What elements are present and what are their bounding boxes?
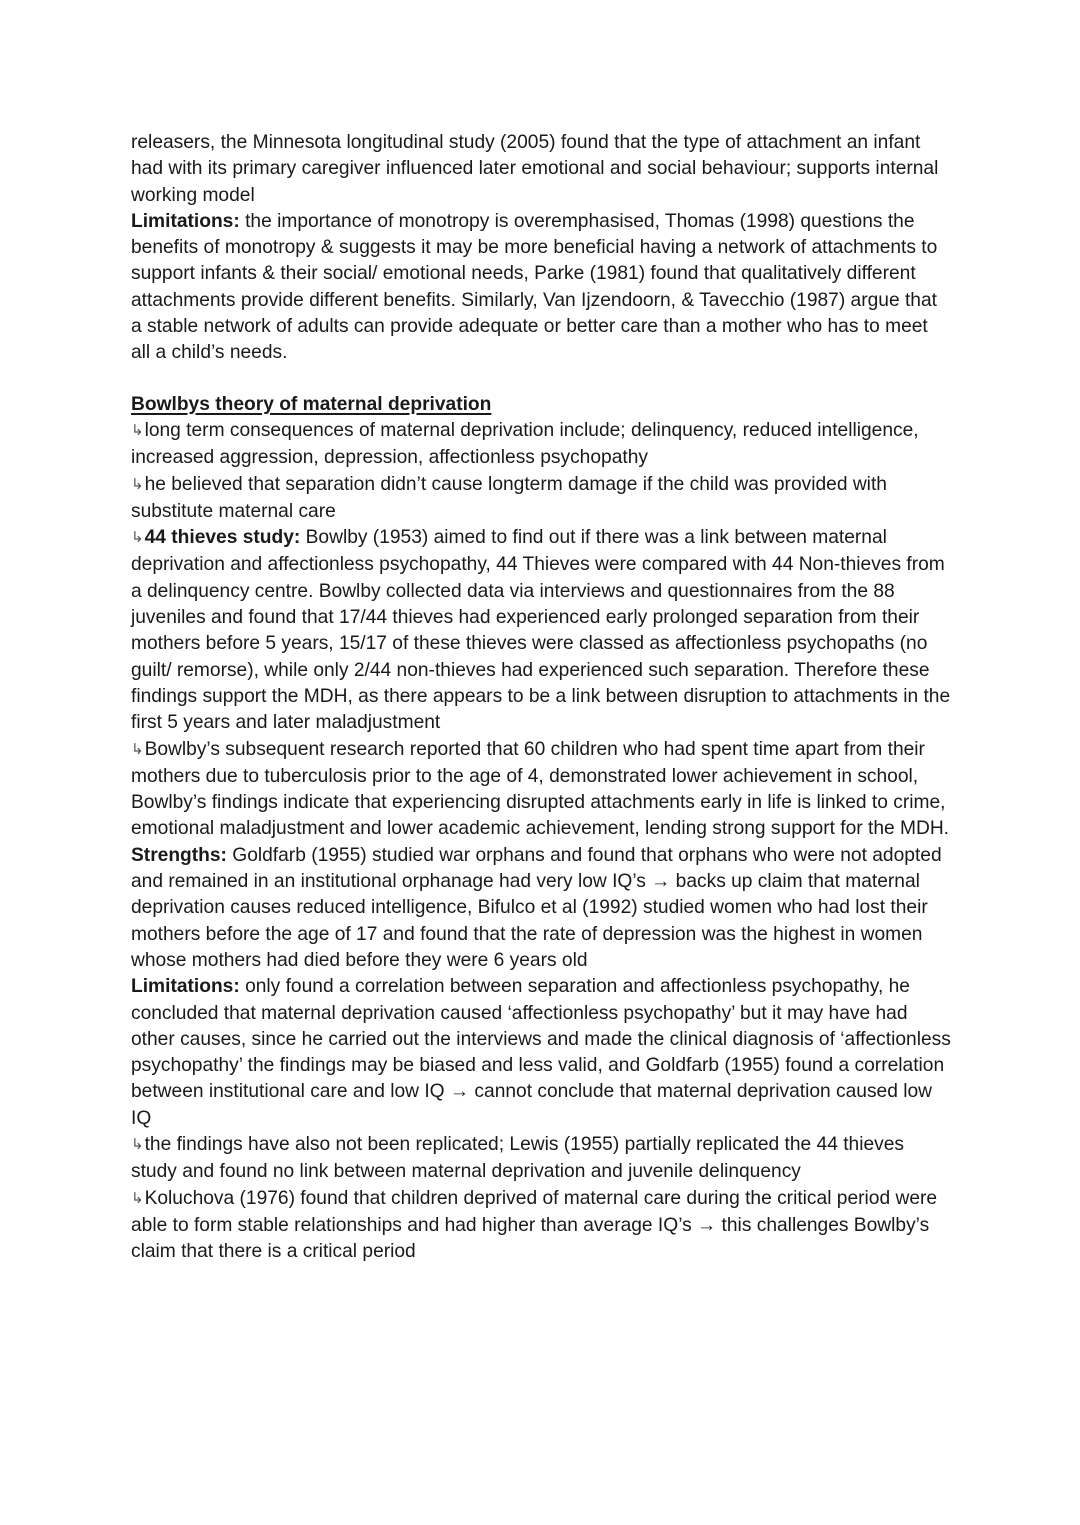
followup-replication: [131, 1132, 951, 1186]
document-page: [131, 130, 951, 1265]
point-substitute-care: [131, 472, 951, 526]
section-heading: Bowlbys theory of maternal deprivation: [131, 393, 492, 415]
sub-arrow-icon: ↳: [131, 1189, 144, 1207]
limitations-text: only found a correlation between separation and affectionless psychopathy, he concluded that maternal deprivation caused ‘affectionless psychopathy’ but it may have had other causes, since he carried out the interviews and made the clinical diagnosis of ‘affectionless psychopathy’ the findings may be biased and less valid, and Goldfarb (1955) found a correlation between institutional care and low IQ → cannot conclude that maternal deprivation caused low IQ: [131, 976, 951, 1129]
sub-arrow-icon: ↳: [131, 1135, 144, 1153]
point-44-thieves: [131, 525, 951, 736]
point-text: long term consequences of maternal deprivation include; delinquency, reduced intelligence, increased aggression, depression, affectionless psychopathy: [131, 419, 919, 469]
strengths-text: Goldfarb (1955) studied war orphans and found that orphans who were not adopted and remained in an institutional orphanage had very low IQ’s → backs up claim that maternal deprivation causes reduced intelligence, Bifulco et al (1992) studied women who had lost their mothers before the age of 17 and found that the rate of depression was the highest in women whose mothers had died before they were 6 years old: [131, 844, 942, 971]
limitations-paragraph-monotropy: [131, 209, 951, 367]
limitations-label: Limitations:: [131, 976, 240, 998]
followup-text: Koluchova (1976) found that children deprived of maternal care during the critical period were able to form stable relationships and had higher than average IQ’s → this challenges Bowlby’s claim that there is a critical period: [131, 1187, 938, 1263]
intro-text: releasers, the Minnesota longitudinal study (2005) found that the type of attachment an infant had with its primary caregiver influenced later emotional and social behaviour; supports internal working model: [131, 132, 939, 206]
limitations-paragraph-mdh: [131, 974, 951, 1132]
sub-arrow-icon: ↳: [131, 740, 144, 758]
strengths-paragraph: [131, 843, 951, 974]
point-text: he believed that separation didn’t cause longterm damage if the child was provided with substitute maternal care: [131, 473, 887, 522]
point-subsequent-research: [131, 737, 951, 843]
intro-paragraph: [131, 130, 951, 209]
section-spacer: [131, 367, 951, 392]
sub-arrow-icon: ↳: [131, 529, 144, 547]
sub-arrow-icon: ↳: [131, 475, 144, 493]
point-label: 44 thieves study:: [144, 527, 301, 549]
followup-text: the findings have also not been replicated; Lewis (1955) partially replicated the 44 thieves study and found no link between maternal deprivation and juvenile delinquency: [131, 1133, 905, 1183]
point-consequences: [131, 418, 951, 472]
point-text: Bowlby (1953) aimed to find out if there was a link between maternal deprivation and affectionless psychopathy, 44 Thieves were compared with 44 Non-thieves from a delinquency centre. Bowlby collected data via interviews and questionnaires from the 88 juveniles and found that 17/44 thieves had experienced early prolonged separation from their mothers before 5 years, 15/17 of these thieves were classed as affectionless psychopaths (no guilt/ remorse), while only 2/44 non-thieves had experienced such separation. Therefore these findings support the MDH, as there appears to be a link between disruption to attachments in the first 5 years and later maladjustment: [131, 527, 951, 734]
point-text: Bowlby’s subsequent research reported that 60 children who had spent time apart from their mothers due to tuberculosis prior to the age of 4, demonstrated lower achievement in school, Bowlby’s findings indicate that experiencing disrupted attachments early in life is linked to crime, emotional maladjustment and lower academic achievement, lending strong support for the MDH.: [131, 738, 950, 840]
limitations-label: Limitations:: [131, 210, 240, 232]
limitations-text: the importance of monotropy is overemphasised, Thomas (1998) questions the benefits of monotropy & suggests it may be more beneficial having a network of attachments to support infants & their social/ emotional needs, Parke (1981) found that qualitatively different attachments provide different benefits. Similarly, Van Ijzendoorn, & Tavecchio (1987) argue that a stable network of adults can provide adequate or better care than a mother who has to meet all a child’s needs.: [131, 210, 938, 364]
followup-koluchova: [131, 1186, 951, 1266]
section-heading-paragraph: [131, 392, 951, 418]
strengths-label: Strengths:: [131, 844, 227, 866]
sub-arrow-icon: ↳: [131, 421, 144, 439]
